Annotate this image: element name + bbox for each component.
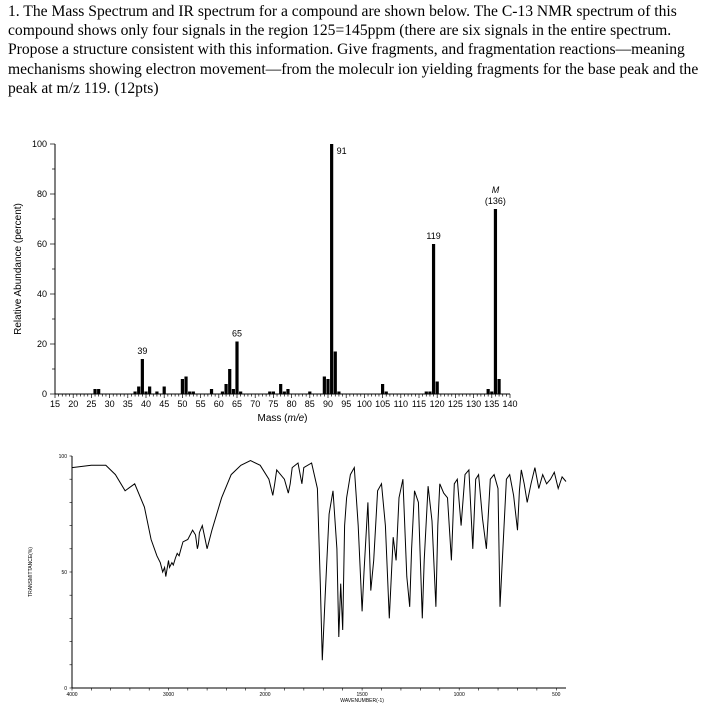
ms-peak-bar <box>188 392 191 395</box>
ms-x-tick-label: 70 <box>250 399 261 409</box>
ms-x-tick-label: 90 <box>322 399 334 409</box>
ms-axes <box>55 144 510 394</box>
ms-peak-bar <box>286 389 289 394</box>
ms-x-tick-label: 25 <box>86 399 97 409</box>
mass-spectrum-chart <box>0 136 715 436</box>
ir-x-tick-label: 1000 <box>453 692 465 698</box>
ms-x-tick-label: 20 <box>68 399 79 409</box>
ir-x-tick-label: 4000 <box>66 692 78 698</box>
ms-peak-bar <box>148 387 151 395</box>
ir-x-axis-label: WAVENUMBER(-1) <box>340 698 384 704</box>
ms-x-tick-label: 130 <box>466 399 482 409</box>
ms-x-tick-label: 40 <box>140 399 152 409</box>
ms-peak-bar <box>279 384 282 394</box>
ms-x-tick-label: 15 <box>49 399 61 409</box>
ms-peak-label: 91 <box>336 146 347 156</box>
ms-peak-bar <box>272 392 275 395</box>
ir-x-tick-label: 500 <box>552 692 561 698</box>
ms-peak-bar <box>184 377 187 395</box>
ms-x-tick-label: 55 <box>195 399 206 409</box>
ms-peak-bar <box>224 384 227 394</box>
ms-peak-bar <box>326 379 329 394</box>
ms-x-tick-label: 80 <box>286 399 297 409</box>
ms-x-tick-label: 85 <box>304 399 315 409</box>
ms-x-tick-label: 140 <box>502 399 518 409</box>
ms-x-tick-label: 110 <box>393 399 408 409</box>
ms-peak-bar <box>210 389 213 394</box>
ms-peak-label: (136) <box>484 196 506 206</box>
ms-x-tick-label: 65 <box>231 399 243 409</box>
ms-peak-bar <box>334 352 337 395</box>
ms-peak-bar <box>93 389 96 394</box>
ms-peak-bar <box>235 342 238 395</box>
ms-peak-bar <box>141 359 144 394</box>
ms-peak-bar <box>497 379 500 394</box>
ms-x-tick-label: 35 <box>122 399 133 409</box>
ms-x-tick-label: 75 <box>268 399 279 409</box>
ir-x-tick-label: 3000 <box>162 692 175 698</box>
ms-y-tick-label: 40 <box>36 289 47 299</box>
ms-peak-bar <box>163 387 166 395</box>
ms-peak-bar <box>425 392 428 395</box>
ms-peak-bar <box>490 392 493 395</box>
ms-peak-bar <box>137 387 140 395</box>
ms-peak-bar <box>381 384 384 394</box>
ms-peak-bar <box>133 392 136 395</box>
ms-y-tick-label: 80 <box>36 189 47 199</box>
ms-y-tick-label: 60 <box>36 239 47 249</box>
ms-peak-label: 119 <box>426 231 441 241</box>
ms-peak-bar <box>308 392 311 395</box>
ms-peak-bar <box>155 392 158 395</box>
ms-x-tick-label: 125 <box>447 399 463 409</box>
ir-spectrum-chart <box>0 448 715 709</box>
ir-transmittance-line <box>72 461 566 661</box>
ms-peak-bar <box>436 382 439 395</box>
ms-peak-bar <box>181 379 184 394</box>
ms-y-axis-label: Relative Abundance (percent) <box>13 203 24 335</box>
ms-x-tick-label: 60 <box>213 399 224 409</box>
ms-x-tick-label: 115 <box>411 399 427 409</box>
ms-x-tick-label: 95 <box>341 399 352 409</box>
ms-peak-bar <box>337 392 340 395</box>
ms-x-tick-label: 135 <box>484 399 500 409</box>
ms-peak-labels <box>137 146 506 356</box>
ms-peak-bar <box>385 392 388 395</box>
ir-x-tick-label: 2000 <box>259 692 271 698</box>
ir-y-tick-label: 0 <box>64 686 67 692</box>
ms-peak-bar <box>487 389 490 394</box>
ms-peak-bar <box>283 392 286 395</box>
ms-peak-bar <box>239 392 242 395</box>
ms-x-tick-label: 105 <box>375 399 391 409</box>
ms-x-tick-label: 100 <box>356 399 372 409</box>
ms-y-tick-label: 0 <box>41 389 47 399</box>
ms-x-axis-label: Mass (m/e) <box>257 413 308 424</box>
ms-x-tick-label: 30 <box>104 399 115 409</box>
ms-molecular-ion-label: M <box>491 185 500 195</box>
ms-peak-bar <box>428 392 431 395</box>
ms-peak-bar <box>494 209 497 394</box>
ms-peak-bar <box>228 369 231 394</box>
ms-peak-bar <box>97 389 100 394</box>
question-text: 1. The Mass Spectrum and IR spectrum for a compound are shown below. The C-13 NMR spectrum of this compound shows only four signals in the region 125=145ppm (there are six signals in the entire spectrum. Propose a structure consistent with this information. Give fragments, and fragmentation reactions—meaning mechanisms showing electron movement—from the moleculr ion yielding fragments for the base peak and the peak at m/z 119. (12pts) <box>8 3 699 97</box>
ms-peak-bar <box>221 392 224 395</box>
ms-peak-bar <box>432 244 435 394</box>
ms-x-tick-label: 45 <box>159 399 170 409</box>
ir-y-tick-label: 50 <box>61 570 67 576</box>
ms-peak-label: 65 <box>231 328 243 339</box>
ms-peak-bar <box>144 392 147 395</box>
ir-x-tick-label: 1500 <box>356 692 368 698</box>
ms-peak-bar <box>192 392 195 395</box>
ms-peak-bar <box>330 144 333 394</box>
ms-x-tick-label: 120 <box>429 399 445 409</box>
ms-bars <box>93 144 500 394</box>
ms-peak-label: 39 <box>137 346 148 356</box>
ir-ticks <box>59 454 561 698</box>
ir-axes <box>72 456 566 688</box>
ms-peak-bar <box>323 377 326 395</box>
ms-x-tick-label: 50 <box>177 399 188 409</box>
ms-ticks <box>32 139 518 409</box>
ms-peak-bar <box>232 389 235 394</box>
ir-y-axis-label: TRANSMITTANCE(%) <box>28 547 34 597</box>
ir-y-tick-label: 100 <box>58 454 67 460</box>
ms-y-tick-label: 20 <box>36 339 47 349</box>
ms-peak-bar <box>268 392 271 395</box>
ms-y-tick-label: 100 <box>31 139 47 149</box>
